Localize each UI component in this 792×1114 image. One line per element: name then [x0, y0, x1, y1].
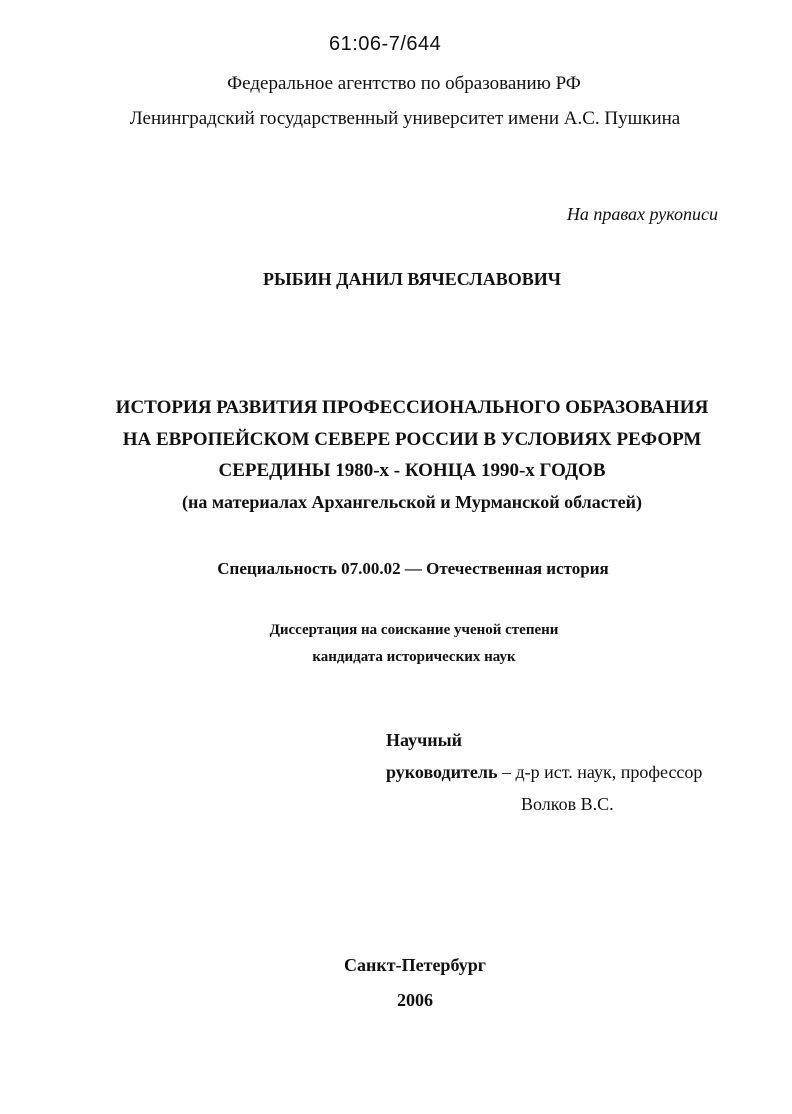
year: 2006	[397, 990, 433, 1010]
specialty: Специальность 07.00.02 — Отечественная история	[217, 559, 609, 578]
agency-name: Федеральное агентство по образованию РФ	[227, 73, 581, 94]
city: Санкт-Петербург	[344, 955, 486, 975]
title-line-3: СЕРЕДИНЫ 1980-х - КОНЦА 1990-х ГОДОВ	[218, 460, 606, 481]
title-line-1: ИСТОРИЯ РАЗВИТИЯ ПРОФЕССИОНАЛЬНОГО ОБРАЗОВАНИЯ	[115, 397, 709, 418]
supervisor-label-line-2: руководитель	[386, 762, 498, 782]
manuscript-rights-note: На правах рукописи	[566, 204, 718, 224]
supervisor-credentials: – д-р ист. наук, профессор	[497, 762, 703, 782]
supervisor-label-line-1: Научный	[386, 730, 463, 750]
catalog-number: 61:06-7/644	[329, 33, 442, 55]
dissertation-degree-line-2: кандидата исторических наук	[312, 649, 516, 665]
university-name: Ленинградский государственный университет имени А.С. Пушкина	[129, 108, 681, 129]
supervisor-line	[386, 762, 702, 783]
title-line-2: НА ЕВРОПЕЙСКОМ СЕВЕРЕ РОССИИ В УСЛОВИЯХ РЕФОРМ	[122, 429, 702, 450]
dissertation-degree-line-1: Диссертация на соискание ученой степени	[269, 622, 559, 638]
author-name: РЫБИН ДАНИЛ ВЯЧЕСЛАВОВИЧ	[263, 269, 561, 289]
supervisor-name: Волков В.С.	[521, 794, 614, 814]
title-subtitle: (на материалах Архангельской и Мурманской областей)	[182, 492, 642, 512]
